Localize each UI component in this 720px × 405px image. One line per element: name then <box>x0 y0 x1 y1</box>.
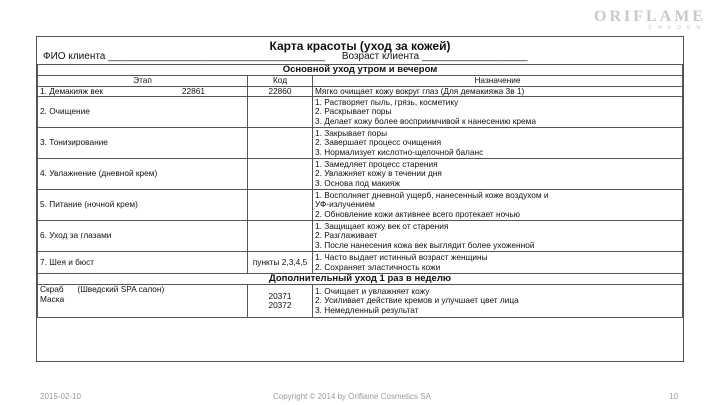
purpose-line: Мягко очищает кожу вокруг глаз (Для демакияжа 3в 1) <box>315 85 525 96</box>
stage-cell <box>38 86 248 97</box>
purpose-line: 3. После нанесения кожа век выглядит более ухоженной <box>315 239 535 250</box>
col-purpose-header: Назначение <box>313 76 683 87</box>
client-name-label: ФИО клиента <box>43 51 106 62</box>
purpose-line: 2. Увлажняет кожу в течении дня <box>315 168 442 179</box>
purpose-cell <box>313 285 683 318</box>
purpose-cell <box>313 86 683 97</box>
purpose-line: 3. Немедленный результат <box>315 304 419 315</box>
purpose-line: 1. Растворяет пыль, грязь, косметику <box>315 96 459 107</box>
table-row <box>38 190 683 221</box>
beauty-card <box>36 36 684 362</box>
table-row <box>38 128 683 159</box>
purpose-line: 3. Нормализует кислотно-щелочной баланс <box>315 146 484 157</box>
purpose-line: 1. Защищает кожу век от старения <box>315 220 449 231</box>
stage-cell <box>38 285 248 318</box>
purpose-line: 1. Замедляет процесс старения <box>315 158 438 169</box>
code-cell <box>248 97 313 128</box>
stage-cell: 6. Уход за глазами <box>38 221 248 252</box>
stage-code: 22861 <box>181 85 205 96</box>
stage-cell: 2. Очищение <box>38 97 248 128</box>
purpose-line: 2. Обновление кожи активнее всего протекает ночью <box>315 208 520 219</box>
purpose-line: 2. Завершает процесс очищения <box>315 137 442 148</box>
purpose-cell <box>313 221 683 252</box>
weekly-code-line: 20371 <box>268 290 292 301</box>
stage-text: 1. Демакияж век <box>40 85 103 96</box>
col-stage-header: Этап <box>38 76 248 87</box>
table-row <box>38 252 683 274</box>
logo-sub: SWEDEN <box>648 25 706 31</box>
table-row <box>38 97 683 128</box>
purpose-line: 1. Восполняет дневной ущерб, нанесенный коже воздухом и <box>315 189 549 200</box>
logo-brand: ORIFLAME <box>594 8 706 25</box>
client-age-blank: ___________________ <box>421 51 528 62</box>
purpose-line: 1. Часто выдает истинный возраст женщины <box>315 252 488 263</box>
care-table <box>37 64 683 318</box>
weekly-header-row <box>38 274 683 285</box>
table-row <box>38 221 683 252</box>
purpose-cell <box>313 159 683 190</box>
purpose-line: 2. Сохраняет эластичность кожи <box>315 261 441 272</box>
purpose-line: 2. Усиливает действие кремов и улучшает цвет лица <box>315 295 519 306</box>
code-cell <box>248 285 313 318</box>
weekly-stage-line: Маска <box>40 293 65 304</box>
weekly-code-line: 20372 <box>268 300 292 311</box>
weekly-header: Дополнительный уход 1 раз в неделю <box>38 274 683 285</box>
purpose-line: 1. Очищает и увлажняет кожу <box>315 285 430 296</box>
code-cell <box>248 221 313 252</box>
purpose-cell <box>313 252 683 274</box>
card-title: Карта красоты (уход за кожей) <box>269 39 451 53</box>
stage-cell: 7. Шея и бюст <box>38 252 248 274</box>
purpose-line: 2. Разглаживает <box>315 230 378 241</box>
code-cell <box>248 128 313 159</box>
purpose-line: 2. Раскрывает поры <box>315 106 392 117</box>
purpose-line: УФ-излучением <box>315 199 375 210</box>
client-name-blank: _______________________________________ <box>108 51 326 62</box>
client-info-line <box>43 51 683 62</box>
footer-copyright: Copyright © 2014 by Oriflame Cosmetics SA <box>273 392 431 401</box>
footer-date: 2015-02-10 <box>40 392 81 401</box>
oriflame-logo <box>594 8 706 31</box>
table-row <box>38 159 683 190</box>
stage-cell: 4. Увлажнение (дневной крем) <box>38 159 248 190</box>
stage-cell: 3. Тонизирование <box>38 128 248 159</box>
morning-header-row <box>38 65 683 76</box>
col-code-header: Код <box>248 76 313 87</box>
weekly-stage-line: Скраб (Шведский SPA салон) <box>40 284 165 295</box>
table-row <box>38 86 683 97</box>
code-cell <box>248 159 313 190</box>
code-cell: пункты 2,3,4,5 <box>248 252 313 274</box>
purpose-line: 3. Основа под макияж <box>315 177 400 188</box>
column-header-row <box>38 76 683 87</box>
purpose-line: 3. Делает кожу более восприимчивой к нанесению крема <box>315 115 536 126</box>
table-row <box>38 285 683 318</box>
morning-header: Основной уход утром и вечером <box>38 65 683 76</box>
client-age-label: Возраст клиента <box>341 51 420 62</box>
code-cell <box>248 190 313 221</box>
stage-cell: 5. Питание (ночной крем) <box>38 190 248 221</box>
footer-page-number: 10 <box>669 392 678 401</box>
purpose-cell <box>313 97 683 128</box>
purpose-cell <box>313 190 683 221</box>
purpose-line: 1. Закрывает поры <box>315 127 388 138</box>
purpose-cell <box>313 128 683 159</box>
code-cell: 22860 <box>248 86 313 97</box>
